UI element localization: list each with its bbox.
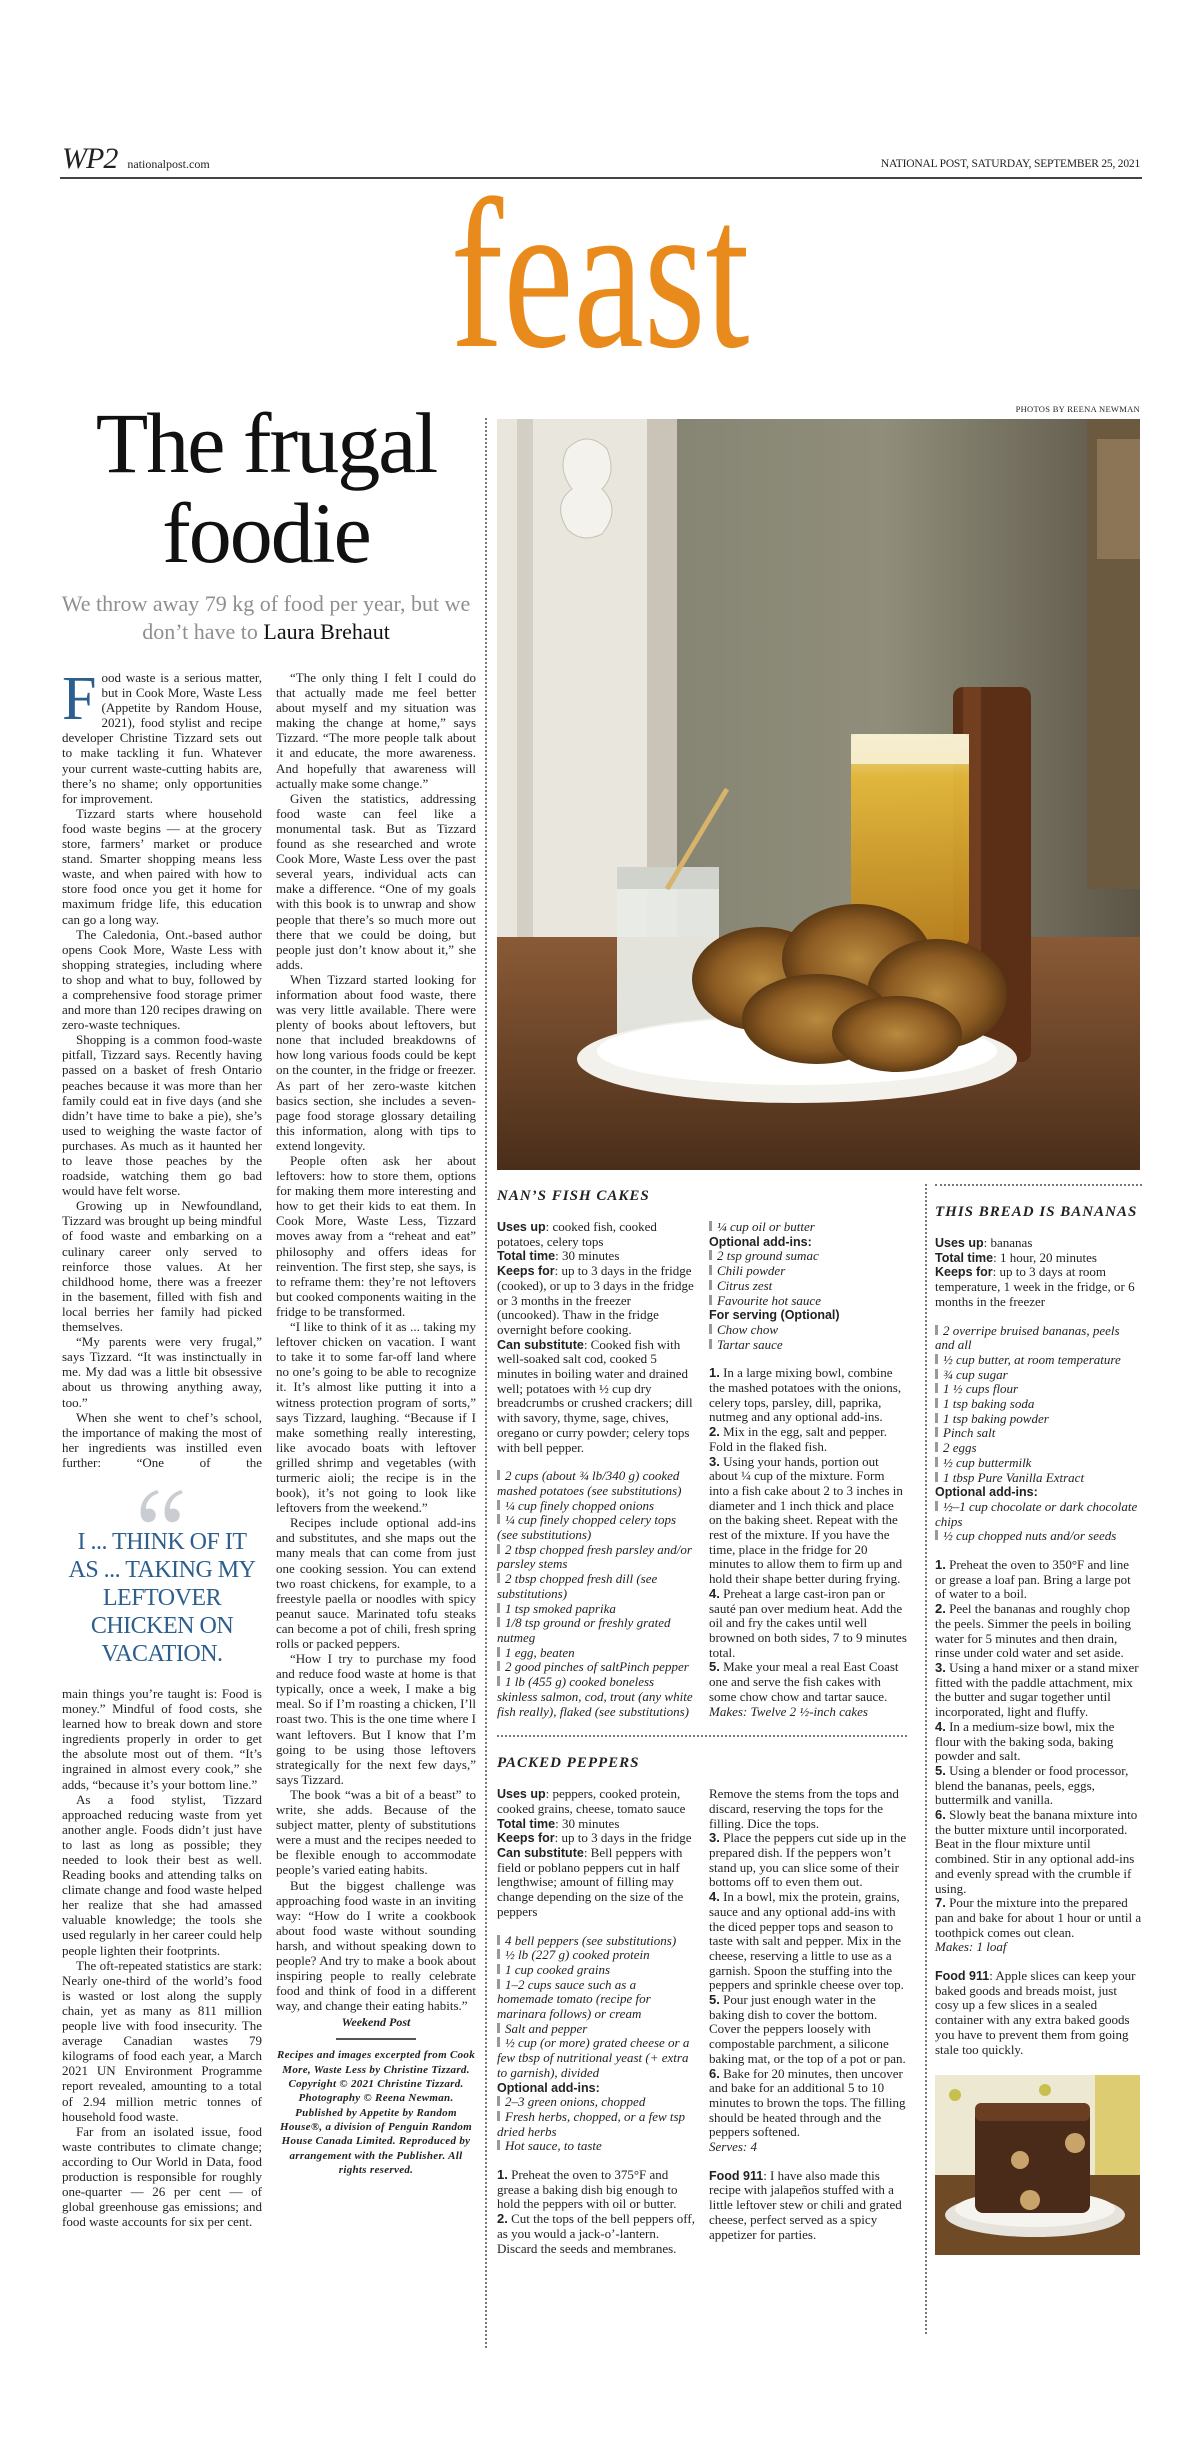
step-text: Bake for 20 minutes, then uncover and bake for an additional 5 to 10 minutes to brown the tops. The filling should be heated through and the peppers softened. xyxy=(709,2065,906,2140)
step-text: Cut the tops of the bell peppers off, as you would a jack-o’-lantern. Discard the seeds and membranes. Remove the stems from the tops and discard, reserving the tops for the filling. Dice the tops. xyxy=(497,1786,899,2256)
body-paragraph xyxy=(62,1410,262,1470)
recipe-packed-peppers xyxy=(497,1787,907,2256)
recipe-step xyxy=(709,1425,907,1454)
paragraph-text: Shopping is a common food-waste pitfall, Tizzard says. Recently having passed on a basket of fresh Ontario peaches because it was more than her family could eat in five days (and she didn’t have time to bake a pie), she’s used to weighing the waste factor of purchases. As much as it haunted her to leave those peaches by the roadside, watching them go bad would have felt worse. xyxy=(62,1032,262,1199)
ingredient-item: ½ cup chopped nuts and/or seeds xyxy=(935,1529,1142,1544)
paragraph-text: Given the statistics, addressing food waste can feel like a monumental task. But as Tizzard found as she researched and wrote Cook More, Waste Less over the past several years, individual acts can make a difference. “One of my goals with this book is to unwrap and show people that there’s so much more out there that we could be doing, but people just don’t know about it,” she adds. xyxy=(276,790,476,972)
ingredient-item: 2 cups (about ¾ lb/340 g) cooked mashed potatoes (see substitutions) xyxy=(497,1469,695,1498)
ingredient-group-heading: Optional add-ins: xyxy=(497,2080,600,2095)
meta-value: : peppers, cooked protein, cooked grains, cheese, tomato sauce xyxy=(497,1786,686,1816)
step-text: Place the peppers cut side up in the prepared dish. If the peppers won’t stand up, you can slice some of their bottoms off to even them out. xyxy=(709,1830,907,1890)
ingredient-item: ½ lb (227 g) cooked protein xyxy=(497,1948,695,1963)
pull-quote-text: I ... THINK OF IT AS ... TAKING MY LEFTOVER CHICKEN ON VACATION. xyxy=(68,1528,256,1667)
meta-label: Uses up xyxy=(497,1220,546,1234)
paragraph-text: “How I try to purchase my food and reduce food waste at home is that typically, once a week, I make a big meal. So if I’m roasting a chicken, I’ll roast two. This is the one time where I want leftovers. But I know that I’m going to be using those leftovers strategically for the next few days,” says Tizzard. xyxy=(276,1651,476,1787)
recipe-step xyxy=(935,1896,1142,1940)
ingredient-item: 1–2 cups sauce such as a homemade tomato (recipe for marinara follows) or cream xyxy=(497,1978,695,2022)
ingredient-item: 2 eggs xyxy=(935,1441,1142,1456)
paragraph-text: The book “was a bit of a beast” to write, she adds. Because of the subject matter, plenty of substitutions were a must and the recipes needed to be flexible enough to accommodate people’s varied eating habits. xyxy=(276,1786,476,1878)
ingredient-item: 1/8 tsp ground or freshly grated nutmeg xyxy=(497,1616,695,1645)
dek-text: We throw away 79 kg of food per year, but we don’t have to xyxy=(61,591,471,644)
ingredient-item: 1 tsp baking powder xyxy=(935,1412,1142,1427)
ingredient-item: 1 tbsp Pure Vanilla Extract xyxy=(935,1471,1142,1486)
body-paragraph xyxy=(62,2124,262,2230)
recipes-right xyxy=(935,1184,1142,2255)
recipe-divider xyxy=(497,1735,907,1737)
paragraph-text: ood waste is a serious matter, but in Cook More, Waste Less (Appetite by Random House, 2021), food stylist and recipe developer Christine Tizzard sets out to make tackling it fun. Whatever your current waste-cutting habits are, there’s no shame; only opportunities for improvement. xyxy=(62,670,262,806)
body-paragraph xyxy=(276,1878,476,2014)
step-number: 7. xyxy=(935,1895,946,1911)
step-number: 5. xyxy=(935,1762,946,1778)
step-number: 1. xyxy=(497,2167,508,2183)
meta-value: : up to 3 days in the fridge xyxy=(554,1830,692,1846)
recipe-step xyxy=(935,1720,1142,1764)
ingredient-item: ½–1 cup chocolate or dark chocolate chips xyxy=(935,1500,1142,1529)
recipe-meta-line xyxy=(497,1264,695,1338)
body-paragraph xyxy=(62,1958,262,2124)
step-text: Make your meal a real East Coast one and serve the fish cakes with some chow chow and tartar sauce. xyxy=(709,1659,899,1704)
recipe-fish-cakes xyxy=(497,1220,907,1719)
food-911-tip xyxy=(709,2169,907,2243)
recipe-meta-line xyxy=(497,1338,695,1456)
ingredient-item: 2 tbsp chopped fresh parsley and/or parsley stems xyxy=(497,1543,695,1572)
recipe-step xyxy=(935,1602,1142,1661)
ingredient-item: Favourite hot sauce xyxy=(709,1294,907,1309)
step-number: 6. xyxy=(935,1807,946,1823)
recipe-step xyxy=(497,2168,695,2212)
step-text: In a medium-size bowl, mix the flour with the baking soda, baking powder and salt. xyxy=(935,1718,1115,1764)
step-text: Pour the mixture into the prepared pan and bake for about 1 hour or until a toothpick comes out clean. xyxy=(935,1895,1142,1940)
recipe-meta-line xyxy=(935,1251,1142,1266)
step-number: 4. xyxy=(709,1889,720,1905)
ingredient-item: 1 lb (455 g) cooked boneless skinless salmon, cod, trout (any white fish really), flaked (see substitutions) xyxy=(497,1675,695,1719)
step-number: 3. xyxy=(709,1453,720,1469)
paragraph-text: Far from an isolated issue, food waste contributes to climate change; according to Our World in Data, food production is responsible for roughly one-quarter — 26 per cent — of global greenhouse gas emissions; and food waste accounts for six per cent. xyxy=(62,2123,262,2230)
recipe-step xyxy=(709,1587,907,1661)
recipe-title-packed-peppers: PACKED PEPPERS xyxy=(497,1755,640,1772)
step-number: 5. xyxy=(709,1992,720,2008)
body-paragraph xyxy=(62,1032,262,1198)
step-text: Preheat the oven to 350°F and line or grease a loaf pan. Bring a large pot of water to a boil. xyxy=(935,1557,1131,1602)
ingredient-item: 4 bell peppers (see substitutions) xyxy=(497,1934,695,1949)
body-paragraph xyxy=(62,1792,262,1958)
ingredient-item: Chili powder xyxy=(709,1264,907,1279)
meta-value: : 30 minutes xyxy=(555,1815,620,1831)
paragraph-text: main things you’re taught is: Food is money.” Mindful of food costs, she learned how to break down and store ingredients properly in order to get the absolute most out of them. “It’s ingrained in almost every cook,” she adds, “because it’s your bottom line.” xyxy=(62,1685,262,1792)
banana-bread-photo xyxy=(935,2075,1140,2255)
byline: Laura Brehaut xyxy=(263,619,390,644)
recipe-steps xyxy=(709,1366,907,1719)
recipe-yield: Makes: 1 loaf xyxy=(935,1939,1007,1955)
step-number: 1. xyxy=(935,1557,946,1573)
article-column-1-text xyxy=(62,665,262,1470)
step-number: 2. xyxy=(709,1424,720,1440)
headline xyxy=(60,395,472,581)
tip-text: : I have also made this recipe with jalapeños stuffed with a little leftover stew or chili and grated cheese, perfect served as a spicy appetizer for parties. xyxy=(709,2167,902,2242)
recipe-step xyxy=(709,1455,907,1587)
photo-credit: PHOTOS BY REENA NEWMAN xyxy=(1015,404,1140,414)
ingredient-item: ½ cup (or more) grated cheese or a few tbsp of nutritional yeast (+ extra to garnish), divided xyxy=(497,2036,695,2080)
meta-label: Uses up xyxy=(935,1236,984,1250)
body-paragraph xyxy=(276,1787,476,1878)
ingredient-list xyxy=(497,1934,695,2155)
article-column-1-continued xyxy=(62,1686,262,2229)
ingredient-item: 2 tbsp chopped fresh dill (see substitutions) xyxy=(497,1572,695,1601)
ingredient-item: Salt and pepper xyxy=(497,2022,695,2037)
site-url: nationalpost.com xyxy=(127,157,210,171)
body-paragraph xyxy=(276,791,476,972)
meta-label: Total time xyxy=(935,1250,994,1265)
step-number: 6. xyxy=(709,2065,720,2081)
body-paragraph xyxy=(62,1334,262,1409)
recipe-title-fish-cakes: NAN’S FISH CAKES xyxy=(497,1188,650,1204)
food-911-tip xyxy=(935,1969,1142,2057)
ingredient-item: 1 cup cooked grains xyxy=(497,1963,695,1978)
body-paragraph xyxy=(62,1198,262,1334)
section-title-text: feast xyxy=(450,156,750,393)
meta-value: : up to 3 days in the fridge (cooked), or up to 3 days in the fridge or 3 months in the freezer (uncooked). Thaw in the fridge overnight before cooking. xyxy=(497,1263,694,1337)
recipe-step xyxy=(709,1993,907,2067)
ingredient-group-heading: For serving (Optional) xyxy=(709,1308,840,1323)
step-text: Slowly beat the banana mixture into the butter mixture until incorporated. Beat in the flour mixture until combined. Stir in any optional add-ins and evenly spread with the crumble if using. xyxy=(935,1807,1138,1896)
step-text: In a bowl, mix the protein, grains, sauce and any optional add-ins with the diced pepper tops and season to taste with salt and pepper. Mix in the cheese, reserving a little to use as a garnish. Spoon the stuffing into the peppers and sprinkle cheese over top. xyxy=(709,1889,904,1993)
recipe-steps xyxy=(935,1558,1142,1955)
step-text: Mix in the egg, salt and pepper. Fold in the flaked fish. xyxy=(709,1424,888,1454)
meta-value: : Cooked fish with well-soaked salt cod, cooked 5 minutes in boiling water and drained well; potatoes with ½ cup dry breadcrumbs or crushed crackers; dill with savory, thyme, sage, chives, oregano or curry powder; celery tops with bell pepper. xyxy=(497,1336,693,1455)
paragraph-text: “The only thing I felt I could do that actually made me feel better about myself and my situation was making the change at home,” says Tizzard. “The more people talk about it and educate, the more awareness. And hopefully that awareness will actually make some change.” xyxy=(276,670,476,791)
recipe-meta-line xyxy=(497,1220,695,1249)
recipe-step xyxy=(709,1660,907,1704)
paragraph-text: Tizzard starts where household food waste begins — at the grocery store, farmers’ market or produce stand. Smarter shopping means less waste, and when paired with how to store food once you get it home for maximum fridge life, this education can go a long way. xyxy=(62,805,262,927)
recipe-meta-line xyxy=(935,1236,1142,1251)
ingredient-item: ¼ cup finely chopped onions xyxy=(497,1499,695,1514)
ingredient-item: 2 good pinches of saltPinch pepper xyxy=(497,1660,695,1675)
body-paragraph xyxy=(276,972,476,1153)
paragraph-text: The oft-repeated statistics are stark: Nearly one-third of the world’s food is wasted or lost along the supply chain, yet as many as 811 million people live with food insecurity. The average Canadian wastes 79 kilograms of food each year, a March 2021 UN Environment Programme report revealed, amounting to a total of 2.94 million metric tonnes of household food waste. xyxy=(62,1957,262,2124)
step-text: Preheat a large cast-iron pan or sauté pan over medium heat. Add the oil and fry the cakes until well browned on both sides, 7 to 9 minutes total. xyxy=(709,1585,907,1660)
meta-label: Total time xyxy=(497,1249,556,1264)
ingredient-item: Hot sauce, to taste xyxy=(497,2139,695,2154)
ingredient-item: 1 egg, beaten xyxy=(497,1646,695,1661)
step-number: 5. xyxy=(709,1659,720,1675)
paragraph-text: “I like to think of it as ... taking my leftover chicken on vacation. I want to take it to some far-off land where no one’s going to be able to recognize it. It’s almost like putting it into a witness protection program of sorts,” says Tizzard, laughing. “Because if I make something really interesting, like avocado boats with leftover grilled shrimp and vegetables (with turmeric aioli; the recipe is in the book), it’s not going to look like leftovers from the weekend.” xyxy=(276,1319,476,1516)
ingredient-item: 2–3 green onions, chopped xyxy=(497,2095,695,2110)
meta-label: Total time xyxy=(497,1816,556,1831)
paragraph-text: When Tizzard started looking for information about food waste, there was very little available. There were plenty of books about leftovers, but none that included breakdowns of how long various foods could be kept on the counter, in the fridge or freezer. As part of her zero-waste kitchen basics section, she includes a seven-page food storage glossary detailing this information, along with tips to extend longevity. xyxy=(276,971,476,1153)
body-paragraph xyxy=(62,1686,262,1792)
ingredient-item: 1 ½ cups flour xyxy=(935,1382,1142,1397)
paragraph-text: “My parents were very frugal,” says Tizzard. “It was instinctually in me. My dad was a little bit obsessive about us throwing anything away, too.” xyxy=(62,1334,262,1410)
meta-label: Can substitute xyxy=(497,1337,584,1352)
meta-label: Uses up xyxy=(497,1787,546,1802)
recipe-title-banana-bread: THIS BREAD IS BANANAS xyxy=(935,1204,1138,1220)
recipe-divider xyxy=(935,1184,1142,1186)
paragraph-text: As a food stylist, Tizzard approached reducing waste from yet another angle. Foods didn’t just have to last as long as possible; they needed to look their best as well. Reading books and attending talks on climate change and food waste helped her realize that she had amassed valuable knowledge; the tools she used regularly in her career could help people lighten their footprints. xyxy=(62,1791,262,1958)
body-paragraph xyxy=(276,1319,476,1515)
body-paragraph xyxy=(276,1153,476,1319)
recipe-step xyxy=(935,1808,1142,1896)
ingredient-item: 1 tsp smoked paprika xyxy=(497,1602,695,1617)
ingredient-item: 2 tsp ground sumac xyxy=(709,1249,907,1264)
ingredient-item: ¼ cup finely chopped celery tops (see substitutions) xyxy=(497,1513,695,1542)
recipe-yield: Serves: 4 xyxy=(709,2139,758,2155)
meta-label: Keeps for xyxy=(497,1831,555,1846)
step-text: In a large mixing bowl, combine the mashed potatoes with the onions, celery tops, parsley, dill, paprika, nutmeg and any optional add-ins. xyxy=(709,1365,902,1425)
tip-label: Food 911 xyxy=(709,2168,764,2183)
paragraph-text: Recipes include optional add-ins and substitutes, and she maps out the many meals that can come from just one cooking session. You can extend two roast chickens, for example, to a freestyle paella or noodles with spicy peanut sauce. Marinated tofu steaks can become a pot of chili, fresh spring rolls or packed peppers. xyxy=(276,1515,476,1651)
step-text: Preheat the oven to 375°F and grease a baking dish big enough to hold the peppers with oil or butter. xyxy=(497,2167,678,2212)
tip-label: Food 911 xyxy=(935,1969,990,1984)
recipe-meta-line xyxy=(497,1831,695,1846)
ingredient-item: Citrus zest xyxy=(709,1279,907,1294)
meta-label: Can substitute xyxy=(497,1846,584,1861)
step-number: 3. xyxy=(935,1659,946,1675)
book-credit: Recipes and images excerpted from Cook More, Waste Less by Christine Tizzard. Copyright © 2021 Christine Tizzard. Photography © Reena Newman. Published by Appetite by Random House®, a division of Penguin Random House Canada Limited. Reproduced by arrangement with the Publisher. All rights reserved. xyxy=(276,2049,476,2176)
body-paragraph xyxy=(276,670,476,791)
ingredient-item: 1 tsp baking soda xyxy=(935,1397,1142,1412)
step-text: Peel the bananas and roughly chop the peels. Simmer the peels in boiling water for 5 minutes and then drain, rinse under cold water and set aside. xyxy=(935,1601,1132,1661)
section-page-number: WP2 xyxy=(62,142,118,175)
step-text: Using a hand mixer or a stand mixer fitted with the paddle attachment, mix the butter and sugar together until incorporated, light and fluffy. xyxy=(935,1659,1139,1720)
ingredient-item: Pinch salt xyxy=(935,1426,1142,1441)
recipe-meta-line xyxy=(497,1787,695,1816)
article-column-2-text xyxy=(276,670,476,2013)
headline-line-2: foodie xyxy=(162,485,370,581)
ingredient-item: Fresh herbs, chopped, or a few tsp dried herbs xyxy=(497,2110,695,2139)
quote-mark-icon xyxy=(137,1488,187,1524)
meta-value: : cooked fish, cooked potatoes, celery tops xyxy=(497,1219,657,1249)
step-text: Pour just enough water in the baking dish to cover the bottom. Cover the peppers loosely with compostable parchment, a silicone baking mat, or the top of a pot or pan. xyxy=(709,1992,906,2066)
step-number: 2. xyxy=(497,2211,508,2227)
ingredient-item: ¼ cup oil or butter xyxy=(709,1220,907,1235)
step-number: 1. xyxy=(709,1365,720,1381)
ingredient-item: ½ cup buttermilk xyxy=(935,1456,1142,1471)
drop-cap: F xyxy=(62,665,97,733)
step-number: 4. xyxy=(935,1718,946,1734)
ingredient-list xyxy=(935,1324,1142,1545)
meta-value: : bananas xyxy=(983,1235,1033,1250)
step-text: Using your hands, portion out about ¼ cup of the mixture. Form into a fish cake about 2 to 3 inches in diameter and 1 inch thick and place on the baking sheet. Repeat with the rest of the mixture. If you have the time, place in the fridge for 20 minutes to allow them to firm up and hold their shape better during frying. xyxy=(709,1453,903,1587)
column-divider xyxy=(925,1184,927,2334)
article-column-1 xyxy=(62,665,262,2230)
ingredient-group-heading: Optional add-ins: xyxy=(709,1234,812,1249)
meta-value: : up to 3 days at room temperature, 1 week in the fridge, or 6 months in the freezer xyxy=(935,1264,1135,1309)
ingredient-group-heading: Optional add-ins: xyxy=(935,1485,1038,1500)
subheadline xyxy=(60,590,472,646)
ingredient-item: ¾ cup sugar xyxy=(935,1368,1142,1383)
body-paragraph xyxy=(62,665,262,806)
body-paragraph xyxy=(276,1515,476,1651)
article-column-2 xyxy=(276,670,476,2177)
recipe-step xyxy=(709,1831,907,1890)
signoff-rule xyxy=(336,2038,416,2040)
ingredient-item: Chow chow xyxy=(709,1323,907,1338)
body-paragraph xyxy=(62,806,262,927)
recipe-yield: Makes: Twelve 2 ½-inch cakes xyxy=(709,1703,868,1719)
ingredient-item: ½ cup butter, at room temperature xyxy=(935,1353,1142,1368)
recipe-step xyxy=(709,1366,907,1425)
recipe-meta-line xyxy=(935,1265,1142,1309)
recipe-step xyxy=(935,1558,1142,1602)
meta-value: : 1 hour, 20 minutes xyxy=(993,1249,1097,1265)
headline-line-1: The frugal xyxy=(95,395,437,491)
paragraph-text: The Caledonia, Ont.-based author opens Cook More, Waste Less with shopping strategies, including where to shop and what to buy, followed by a comprehensive food storage primer and more than 120 recipes drawing on zero-waste techniques. xyxy=(62,926,262,1033)
dateline: NATIONAL POST, SATURDAY, SEPTEMBER 25, 2021 xyxy=(880,158,1140,170)
signoff: Weekend Post xyxy=(341,2015,411,2030)
step-number: 3. xyxy=(709,1830,720,1846)
recipes-middle xyxy=(497,1186,907,2256)
recipe-meta-line xyxy=(497,1817,695,1832)
step-text: Using a blender or food processor, blend the bananas, peels, eggs, buttermilk and vanilla. xyxy=(935,1762,1129,1808)
step-number: 2. xyxy=(935,1601,946,1617)
meta-label: Keeps for xyxy=(497,1264,555,1279)
paragraph-text: But the biggest challenge was approaching food waste in an inviting way: “How do I write a cookbook about food waste without sounding harsh, and without speaking down to people? And try to make a book about inspiring people to really celebrate food and think of food in a different way, and change their eating habits.” xyxy=(276,1877,476,2014)
paragraph-text: When she went to chef’s school, the importance of making the most of her ingredients was instilled even further: “One of the xyxy=(62,1409,262,1470)
body-paragraph xyxy=(62,927,262,1033)
paragraph-text: Growing up in Newfoundland, Tizzard was brought up being mindful of food waste and embarking on a culinary career only served to reinforce those values. At her childhood home, there was a freezer in the basement, filled with fish and local berries her family had picked themselves. xyxy=(62,1198,262,1335)
fish-cakes-photo xyxy=(497,419,1140,1170)
meta-value: : Bell peppers with field or poblano peppers cut in half lengthwise; amount of filling may change depending on the size of the peppers xyxy=(497,1845,684,1919)
meta-label: Keeps for xyxy=(935,1265,993,1280)
tip-text: : Apple slices can keep your baked goods and breads moist, just cosy up a few slices in a sealed container with any extra baked goods you have to prevent them from going stale too quickly. xyxy=(935,1968,1136,2057)
column-divider xyxy=(485,418,487,2348)
step-number: 4. xyxy=(709,1585,720,1601)
recipe-meta-line xyxy=(497,1846,695,1920)
recipe-step xyxy=(935,1764,1142,1808)
paragraph-text: People often ask her about leftovers: how to store them, options for making them more interesting and how to get their kids to eat them. In Cook More, Waste Less, Tizzard moves away from a “reheat and eat” philosophy and offers ideas for reinvention. The first step, she says, is to reframe them: they’re not leftovers but cooked components waiting in the fridge to be transformed. xyxy=(276,1153,476,1319)
meta-value: : 30 minutes xyxy=(555,1248,620,1264)
recipe-step xyxy=(709,2067,907,2141)
recipe-meta-line xyxy=(497,1249,695,1264)
ingredient-item: Tartar sauce xyxy=(709,1338,907,1353)
recipe-step xyxy=(709,1890,907,1993)
pull-quote xyxy=(62,1488,262,1668)
body-paragraph xyxy=(276,1651,476,1787)
recipe-banana-bread xyxy=(935,1236,1142,2057)
recipe-step xyxy=(935,1661,1142,1720)
ingredient-item: 2 overripe bruised bananas, peels and all xyxy=(935,1324,1142,1353)
